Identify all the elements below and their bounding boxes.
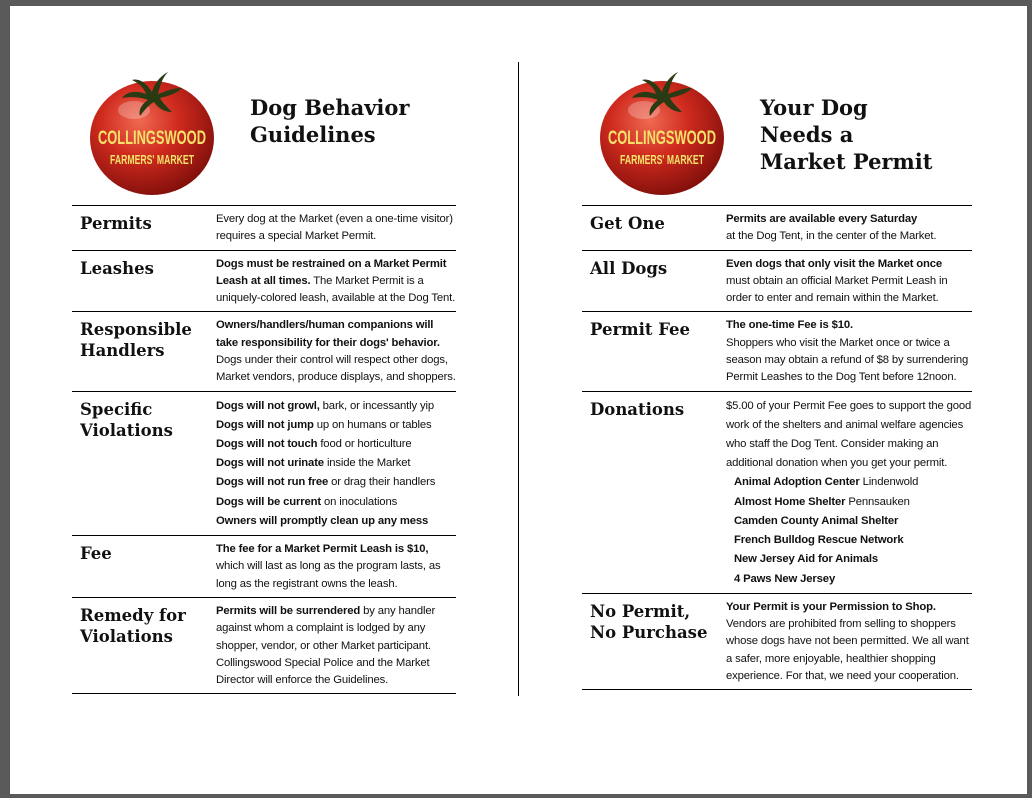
text-run: Collingswood Special Police and the Market (216, 656, 430, 669)
section-label (72, 317, 216, 386)
bold-text: Almost Home Shelter (734, 495, 846, 508)
text-line (216, 352, 456, 369)
section-row (72, 536, 456, 598)
right-title (760, 94, 932, 175)
bold-text: Dogs will be current (216, 495, 321, 508)
bold-text: 4 Paws New Jersey (734, 572, 836, 585)
section-label (582, 256, 726, 308)
text-run: Dogs under their control will respect other dogs, (216, 354, 448, 367)
text-line (726, 435, 972, 454)
text-line (216, 317, 456, 334)
text-run: requires a special Market Permit. (216, 230, 377, 243)
bold-text: French Bulldog Rescue Network (734, 534, 904, 547)
text-run: a safer, more enjoyable, healthier shopping (726, 652, 936, 665)
title-line: Your Dog (760, 95, 868, 120)
bold-text: The one-time Fee is $10. (726, 319, 853, 332)
section-content (216, 541, 456, 593)
shelter-item (726, 473, 972, 492)
text-line (216, 638, 456, 655)
column-divider (518, 62, 519, 696)
bold-text: Dogs will not touch (216, 438, 318, 451)
text-run: $5.00 of your Permit Fee goes to support the good (726, 399, 972, 412)
text-line (726, 416, 972, 435)
text-run: up on humans or tables (313, 418, 432, 431)
text-line (726, 317, 972, 334)
text-run: must obtain an official Market Permit Leash in (726, 274, 948, 287)
section-content (216, 603, 456, 689)
left-rows (72, 205, 456, 694)
text-line (216, 228, 456, 245)
label-line: Donations (590, 399, 685, 419)
title-line: Needs a (760, 122, 854, 147)
text-line (216, 335, 456, 352)
text-run: who staff the Dog Tent. Consider making an (726, 438, 939, 451)
text-line (216, 672, 456, 689)
bold-text: The fee for a Market Permit Leash is $10, (216, 543, 429, 556)
section-row (72, 206, 456, 251)
text-line (216, 576, 456, 593)
section-content (216, 397, 456, 531)
text-run: work of the shelters and animal welfare agencies (726, 418, 964, 431)
text-run: Market vendors, produce displays, and shoppers. (216, 371, 456, 384)
section-content (726, 317, 972, 386)
text-run: shopper, vendor, or other Market participant. (216, 639, 431, 652)
text-line (216, 454, 456, 473)
label-line: Get One (590, 214, 665, 233)
section-row (582, 594, 972, 690)
svg-text:FARMERS' MARKET: FARMERS' MARKET (620, 152, 705, 167)
text-line (726, 616, 972, 633)
section-label (582, 599, 726, 685)
text-run: order to enter and remain within the Market. (726, 292, 939, 305)
right-panel (582, 6, 972, 690)
section-row (72, 598, 456, 694)
shelter-item (726, 493, 972, 512)
text-run: Pennsauken (845, 495, 910, 508)
text-line (726, 454, 972, 473)
left-header (72, 6, 456, 205)
tomato-logo-icon (598, 70, 726, 198)
bold-text: Dogs will not jump (216, 418, 314, 431)
bold-text: Owners will promptly clean up any mess (216, 514, 429, 527)
section-row (582, 251, 972, 313)
section-content (726, 211, 972, 246)
text-line (726, 228, 972, 245)
section-label (72, 603, 216, 689)
section-label (72, 211, 216, 246)
bold-text: Animal Adoption Center (734, 476, 860, 489)
text-run: season may obtain a refund of $8 by surrendering (726, 354, 969, 367)
shelter-item (726, 570, 972, 589)
section-content (216, 317, 456, 386)
title-line: Dog Behavior (250, 95, 410, 120)
left-panel (72, 6, 456, 694)
text-line (726, 369, 972, 386)
text-line (216, 541, 456, 558)
text-run: bark, or incessantly yip (319, 399, 434, 412)
text-line (216, 256, 456, 273)
text-line (726, 397, 972, 416)
bold-text: Permits are available every Saturday (726, 213, 918, 225)
shelter-item (726, 550, 972, 569)
text-run: on inoculations (320, 495, 398, 508)
section-row (582, 206, 972, 251)
text-run: at the Dog Tent, in the center of the Market. (726, 230, 937, 243)
text-line (726, 290, 972, 307)
text-line (216, 211, 456, 228)
text-line (726, 256, 972, 273)
svg-text:FARMERS' MARKET: FARMERS' MARKET (110, 152, 195, 167)
text-run: whose dogs have not been permitted. We all want (726, 635, 969, 648)
shelter-item (726, 512, 972, 531)
label-line: Violations (80, 420, 173, 440)
text-line (726, 599, 972, 616)
shelter-list (726, 473, 972, 588)
text-line (216, 493, 456, 512)
text-run: by any handler (360, 604, 436, 617)
label-line: Responsible (80, 320, 192, 340)
right-header (582, 6, 972, 205)
text-run: Permit Leashes to the Dog Tent before 12noon. (726, 371, 957, 384)
text-line (216, 290, 456, 307)
text-run: uniquely-colored leash, available at the Dog Tent. (216, 292, 456, 305)
text-line (216, 620, 456, 637)
section-label (72, 397, 216, 531)
text-line (216, 416, 456, 435)
text-line (216, 512, 456, 531)
section-label (582, 317, 726, 386)
tomato-logo-icon (88, 70, 216, 198)
label-line: No Purchase (590, 622, 708, 642)
label-line: No Permit, (590, 601, 691, 621)
svg-text:COLLINGSWOOD: COLLINGSWOOD (608, 128, 716, 149)
text-run: Director will enforce the Guidelines. (216, 674, 389, 687)
text-run: Lindenwold (859, 476, 919, 489)
section-row (582, 312, 972, 391)
text-line (726, 651, 972, 668)
text-line (726, 352, 972, 369)
text-run: against whom a complaint is lodged by any (216, 622, 426, 635)
bold-text: Dogs will not urinate (216, 457, 324, 470)
text-line (216, 435, 456, 454)
bold-text: take responsibility for their dogs' behavior. (216, 336, 440, 349)
title-line: Market Permit (760, 149, 933, 174)
bold-text: Even dogs that only visit the Market once (726, 257, 943, 270)
text-run: or drag their handlers (328, 476, 436, 489)
bold-text: Dogs must be restrained on a Market Permit (216, 257, 447, 270)
text-line (216, 397, 456, 416)
text-line (216, 473, 456, 492)
label-line: Leashes (80, 258, 154, 278)
section-content (726, 397, 972, 589)
section-content (216, 211, 456, 246)
text-line (726, 211, 972, 228)
bold-text: Permits will be surrendered (216, 604, 361, 617)
label-line: Handlers (80, 341, 165, 361)
svg-text:COLLINGSWOOD: COLLINGSWOOD (98, 128, 206, 149)
text-line (216, 603, 456, 620)
bold-text: Dogs will not run free (216, 476, 329, 489)
label-line: Permits (80, 214, 152, 233)
bold-text: Your Permit is your Permission to Shop. (726, 600, 936, 613)
title-line: Guidelines (250, 122, 376, 147)
text-line (216, 655, 456, 672)
section-row (72, 312, 456, 391)
text-line (726, 633, 972, 650)
text-run: inside the Market (323, 457, 411, 470)
section-row (72, 392, 456, 536)
section-row (72, 251, 456, 313)
text-line (216, 369, 456, 386)
bold-text: Camden County Animal Shelter (734, 514, 899, 527)
section-content (726, 256, 972, 308)
text-run: which will last as long as the program lasts, as (216, 560, 441, 573)
section-row (582, 392, 972, 594)
section-label (582, 211, 726, 246)
text-line (216, 273, 456, 290)
section-label (582, 397, 726, 589)
text-run: Shoppers who visit the Market once or twice a (726, 336, 950, 349)
right-rows (582, 205, 972, 690)
bold-text: New Jersey Aid for Animals (734, 553, 879, 566)
label-line: Remedy for (80, 605, 186, 625)
text-run: The Market Permit is a (310, 274, 424, 287)
text-line (726, 273, 972, 290)
shelter-item (726, 531, 972, 550)
section-label (72, 256, 216, 308)
text-run: long as the registrant owns the leash. (216, 577, 398, 590)
text-line (726, 668, 972, 685)
text-run: food or horticulture (317, 438, 412, 451)
bold-text: Leash at all times. (216, 274, 311, 287)
label-line: Permit Fee (590, 320, 691, 340)
text-line (726, 335, 972, 352)
document-page (10, 6, 1027, 794)
section-content (216, 256, 456, 308)
label-line: Fee (80, 544, 112, 564)
left-title (250, 94, 409, 148)
label-line: Violations (80, 626, 173, 646)
text-run: experience. For that, we need your cooperation. (726, 669, 959, 682)
text-run: additional donation when you get your permit. (726, 457, 948, 470)
label-line: All Dogs (590, 258, 668, 278)
bold-text: Owners/handlers/human companions will (216, 319, 434, 332)
text-run: Vendors are prohibited from selling to shoppers (726, 618, 956, 630)
text-run: Every dog at the Market (even a one-time visitor) (216, 213, 453, 225)
label-line: Specific (80, 399, 153, 419)
bold-text: Dogs will not growl, (216, 399, 320, 412)
section-content (726, 599, 972, 685)
text-line (216, 558, 456, 575)
section-label (72, 541, 216, 593)
